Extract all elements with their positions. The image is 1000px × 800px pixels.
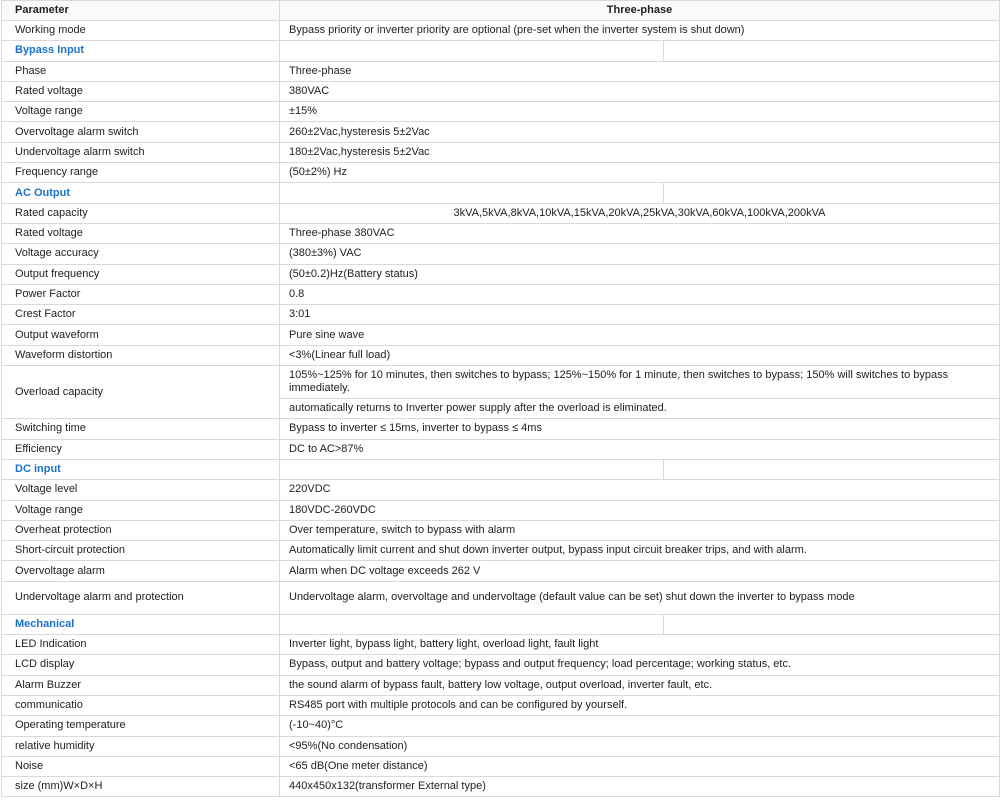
row-label: Operating temperature <box>2 716 280 736</box>
empty-cell <box>280 614 664 634</box>
row-value: Pure sine wave <box>280 325 1000 345</box>
row-value: 440x450x132(transformer External type) <box>280 777 1000 797</box>
row-value: Bypass, output and battery voltage; bypass and output frequency; load percentage; working status, etc. <box>280 655 1000 675</box>
row-value: 105%~125% for 10 minutes, then switches to bypass; 125%~150% for 1 minute, then switches to bypass; 150% will switches to bypass immediately. <box>280 366 1000 399</box>
row-label: Alarm Buzzer <box>2 675 280 695</box>
row-label: Rated voltage <box>2 81 280 101</box>
row-value: 0.8 <box>280 284 1000 304</box>
section-dc-input <box>2 459 1000 479</box>
row-value: DC to AC>87% <box>280 439 1000 459</box>
table-row <box>2 163 1000 183</box>
row-label: Output waveform <box>2 325 280 345</box>
row-label: Crest Factor <box>2 305 280 325</box>
table-row <box>2 203 1000 223</box>
row-label: LED Indication <box>2 635 280 655</box>
row-value: 260±2Vac,hysteresis 5±2Vac <box>280 122 1000 142</box>
table-row <box>2 439 1000 459</box>
row-value: 380VAC <box>280 81 1000 101</box>
table-row <box>2 122 1000 142</box>
table-row <box>2 21 1000 41</box>
row-label: relative humidity <box>2 736 280 756</box>
row-value: (380±3%) VAC <box>280 244 1000 264</box>
table-row <box>2 142 1000 162</box>
row-value: Bypass to inverter ≤ 15ms, inverter to bypass ≤ 4ms <box>280 419 1000 439</box>
row-label: Working mode <box>2 21 280 41</box>
row-label: Short-circuit protection <box>2 541 280 561</box>
table-row <box>2 419 1000 439</box>
table-row <box>2 675 1000 695</box>
row-value: ±15% <box>280 102 1000 122</box>
row-label: Overload capacity <box>2 366 280 419</box>
table-row <box>2 635 1000 655</box>
table-row <box>2 305 1000 325</box>
row-value: Inverter light, bypass light, battery light, overload light, fault light <box>280 635 1000 655</box>
table-row <box>2 736 1000 756</box>
row-label: Voltage range <box>2 102 280 122</box>
row-value: Three-phase <box>280 61 1000 81</box>
table-row <box>2 716 1000 736</box>
row-label: Rated capacity <box>2 203 280 223</box>
spec-table <box>1 0 1000 797</box>
parameter-header: Parameter <box>2 1 280 21</box>
table-row <box>2 541 1000 561</box>
table-row <box>2 244 1000 264</box>
header-row <box>2 1 1000 21</box>
table-row <box>2 264 1000 284</box>
row-label: Overheat protection <box>2 520 280 540</box>
section-title: Bypass Input <box>2 41 280 61</box>
row-label: Noise <box>2 756 280 776</box>
table-row <box>2 223 1000 243</box>
row-value: automatically returns to Inverter power supply after the overload is eliminated. <box>280 399 1000 419</box>
row-value: RS485 port with multiple protocols and can be configured by yourself. <box>280 695 1000 715</box>
row-label: Frequency range <box>2 163 280 183</box>
row-label: Voltage range <box>2 500 280 520</box>
table-row <box>2 284 1000 304</box>
row-label: LCD display <box>2 655 280 675</box>
row-label: Waveform distortion <box>2 345 280 365</box>
row-value: 220VDC <box>280 480 1000 500</box>
table-row <box>2 325 1000 345</box>
empty-cell <box>664 614 1000 634</box>
empty-cell <box>280 459 664 479</box>
row-label: Phase <box>2 61 280 81</box>
row-label: Output frequency <box>2 264 280 284</box>
row-label: communicatio <box>2 695 280 715</box>
empty-cell <box>664 183 1000 203</box>
row-value: Three-phase 380VAC <box>280 223 1000 243</box>
row-label: Efficiency <box>2 439 280 459</box>
row-label: Undervoltage alarm and protection <box>2 581 280 614</box>
row-label: Undervoltage alarm switch <box>2 142 280 162</box>
empty-cell <box>664 459 1000 479</box>
table-row <box>2 366 1000 399</box>
section-mechanical <box>2 614 1000 634</box>
row-value: the sound alarm of bypass fault, battery low voltage, output overload, inverter fault, etc. <box>280 675 1000 695</box>
empty-cell <box>664 41 1000 61</box>
table-row <box>2 345 1000 365</box>
row-value: (50±0.2)Hz(Battery status) <box>280 264 1000 284</box>
table-row <box>2 102 1000 122</box>
table-row <box>2 61 1000 81</box>
table-row <box>2 500 1000 520</box>
section-ac-output <box>2 183 1000 203</box>
row-value: 180VDC-260VDC <box>280 500 1000 520</box>
row-label: Overvoltage alarm switch <box>2 122 280 142</box>
table-row <box>2 777 1000 797</box>
section-title: DC input <box>2 459 280 479</box>
table-row <box>2 480 1000 500</box>
row-value: 3:01 <box>280 305 1000 325</box>
row-value: 3kVA,5kVA,8kVA,10kVA,15kVA,20kVA,25kVA,30kVA,60kVA,100kVA,200kVA <box>280 203 1000 223</box>
row-label: Voltage level <box>2 480 280 500</box>
row-value: Alarm when DC voltage exceeds 262 V <box>280 561 1000 581</box>
section-title: Mechanical <box>2 614 280 634</box>
row-label: size (mm)W×D×H <box>2 777 280 797</box>
table-row <box>2 655 1000 675</box>
row-value: <3%(Linear full load) <box>280 345 1000 365</box>
three-phase-header: Three-phase <box>280 1 1000 21</box>
section-title: AC Output <box>2 183 280 203</box>
row-value: (-10~40)°C <box>280 716 1000 736</box>
row-label: Overvoltage alarm <box>2 561 280 581</box>
row-value: Over temperature, switch to bypass with alarm <box>280 520 1000 540</box>
row-value: (50±2%) Hz <box>280 163 1000 183</box>
table-row <box>2 561 1000 581</box>
row-label: Switching time <box>2 419 280 439</box>
table-row <box>2 581 1000 614</box>
row-value: Automatically limit current and shut down inverter output, bypass input circuit breaker trips, and with alarm. <box>280 541 1000 561</box>
row-label: Power Factor <box>2 284 280 304</box>
empty-cell <box>280 41 664 61</box>
row-label: Voltage accuracy <box>2 244 280 264</box>
table-row <box>2 520 1000 540</box>
row-value: Bypass priority or inverter priority are optional (pre-set when the inverter system is shut down) <box>280 21 1000 41</box>
table-row <box>2 756 1000 776</box>
row-value: Undervoltage alarm, overvoltage and undervoltage (default value can be set) shut down the inverter to bypass mode <box>280 581 1000 614</box>
table-row <box>2 81 1000 101</box>
row-value: 180±2Vac,hysteresis 5±2Vac <box>280 142 1000 162</box>
table-row <box>2 695 1000 715</box>
row-value: <95%(No condensation) <box>280 736 1000 756</box>
empty-cell <box>280 183 664 203</box>
row-label: Rated voltage <box>2 223 280 243</box>
section-bypass-input <box>2 41 1000 61</box>
row-value: <65 dB(One meter distance) <box>280 756 1000 776</box>
